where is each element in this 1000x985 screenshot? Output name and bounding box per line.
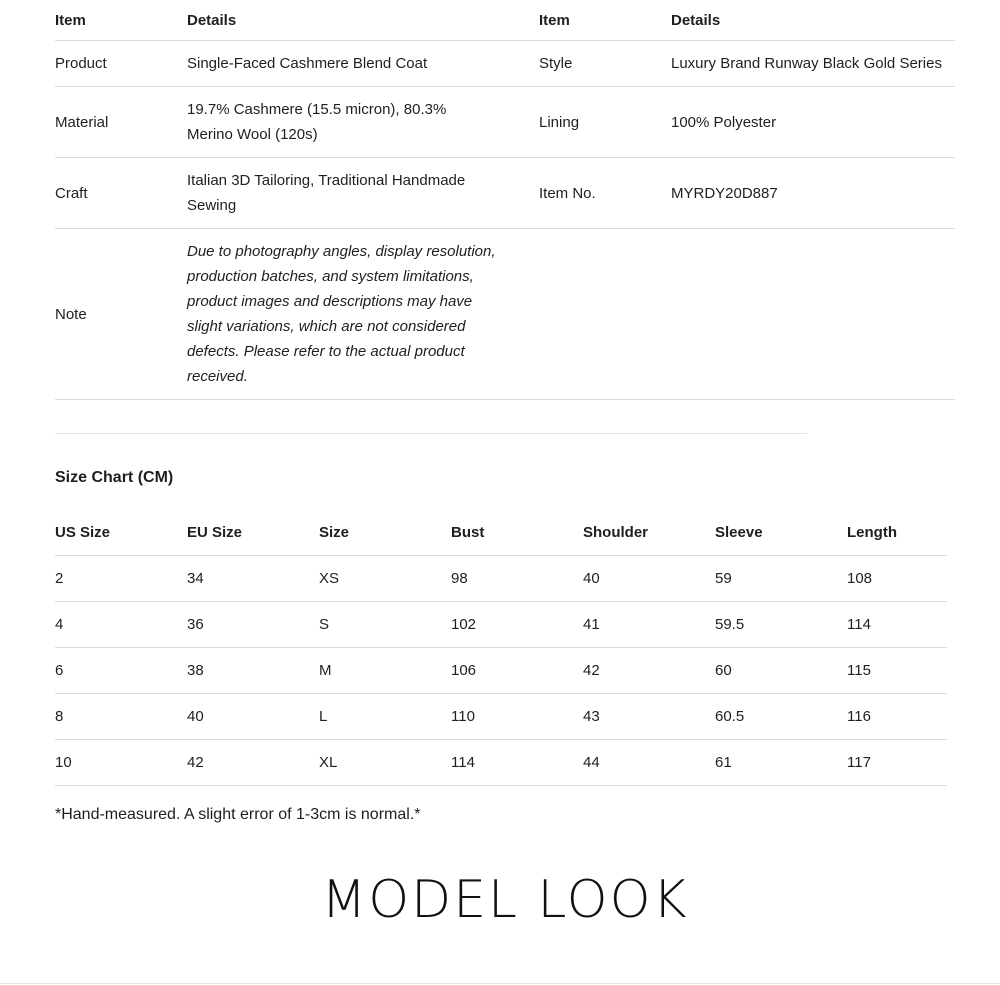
- size-cell: 40: [187, 694, 319, 740]
- size-cell: 38: [187, 648, 319, 694]
- details-row-material: [55, 87, 955, 158]
- size-cell: 98: [451, 556, 583, 602]
- model-look-heading: MODEL LOOK: [321, 870, 689, 930]
- size-cell: XL: [319, 740, 451, 786]
- details-row-note: [55, 229, 955, 400]
- size-cell: S: [319, 602, 451, 648]
- size-cell: 40: [583, 556, 715, 602]
- size-row: [55, 648, 947, 694]
- details-header-row: [55, 0, 955, 41]
- size-cell: 4: [55, 602, 187, 648]
- size-header-bust: Bust: [451, 510, 583, 556]
- details-value: 19.7% Cashmere (15.5 micron), 80.3% Merino Wool (120s): [187, 87, 539, 158]
- size-cell: 10: [55, 740, 187, 786]
- size-cell: 114: [451, 740, 583, 786]
- size-cell: XS: [319, 556, 451, 602]
- size-cell: 8: [55, 694, 187, 740]
- section-divider: [55, 433, 807, 434]
- details-value: Italian 3D Tailoring, Traditional Handmade Sewing: [187, 158, 539, 229]
- size-cell: 34: [187, 556, 319, 602]
- size-chart-table: [55, 510, 947, 786]
- size-cell: 116: [847, 694, 947, 740]
- details-label: Product: [55, 41, 187, 87]
- details-header-details-2: Details: [671, 0, 955, 41]
- size-header-length: Length: [847, 510, 947, 556]
- size-cell: 42: [583, 648, 715, 694]
- bottom-divider: [0, 983, 1000, 984]
- product-details-section: [55, 0, 955, 400]
- size-cell: 44: [583, 740, 715, 786]
- size-cell: M: [319, 648, 451, 694]
- size-header-us: US Size: [55, 510, 187, 556]
- size-cell: 2: [55, 556, 187, 602]
- size-cell: 42: [187, 740, 319, 786]
- size-cell: 61: [715, 740, 847, 786]
- size-cell: 115: [847, 648, 947, 694]
- note-label: Note: [55, 229, 187, 400]
- size-row: [55, 740, 947, 786]
- empty-cell: [539, 229, 671, 400]
- size-cell: 102: [451, 602, 583, 648]
- details-value: Single-Faced Cashmere Blend Coat: [187, 41, 539, 87]
- product-details-table: [55, 0, 955, 400]
- details-label: Material: [55, 87, 187, 158]
- size-cell: 60: [715, 648, 847, 694]
- size-row: [55, 556, 947, 602]
- size-cell: 6: [55, 648, 187, 694]
- size-row: [55, 694, 947, 740]
- details-label: Style: [539, 41, 671, 87]
- details-label: Item No.: [539, 158, 671, 229]
- size-cell: 110: [451, 694, 583, 740]
- size-row: [55, 602, 947, 648]
- details-value: 100% Polyester: [671, 87, 955, 158]
- size-chart-footnote: *Hand-measured. A slight error of 1-3cm is normal.*: [55, 806, 421, 823]
- details-row-product: [55, 41, 955, 87]
- size-header-sleeve: Sleeve: [715, 510, 847, 556]
- size-cell: 43: [583, 694, 715, 740]
- details-label: Lining: [539, 87, 671, 158]
- size-header-size: Size: [319, 510, 451, 556]
- details-value: Luxury Brand Runway Black Gold Series: [671, 41, 955, 87]
- size-cell: 36: [187, 602, 319, 648]
- size-header-shoulder: Shoulder: [583, 510, 715, 556]
- note-text: Due to photography angles, display resolution, production batches, and system limitations, product images and descriptions may have slight variations, which are not considered defects. Please refer to the actual product received.: [187, 229, 539, 400]
- size-cell: 114: [847, 602, 947, 648]
- size-cell: 59.5: [715, 602, 847, 648]
- size-chart-section: [55, 510, 947, 786]
- size-cell: L: [319, 694, 451, 740]
- size-cell: 106: [451, 648, 583, 694]
- size-cell: 59: [715, 556, 847, 602]
- details-header-details-1: Details: [187, 0, 539, 41]
- empty-cell: [671, 229, 955, 400]
- size-cell: 108: [847, 556, 947, 602]
- size-header-row: [55, 510, 947, 556]
- details-value: MYRDY20D887: [671, 158, 955, 229]
- details-row-craft: [55, 158, 955, 229]
- details-label: Craft: [55, 158, 187, 229]
- size-header-eu: EU Size: [187, 510, 319, 556]
- size-cell: 41: [583, 602, 715, 648]
- size-cell: 117: [847, 740, 947, 786]
- size-cell: 60.5: [715, 694, 847, 740]
- details-header-item-2: Item: [539, 0, 671, 41]
- size-chart-title: Size Chart (CM): [55, 469, 174, 486]
- details-header-item-1: Item: [55, 0, 187, 41]
